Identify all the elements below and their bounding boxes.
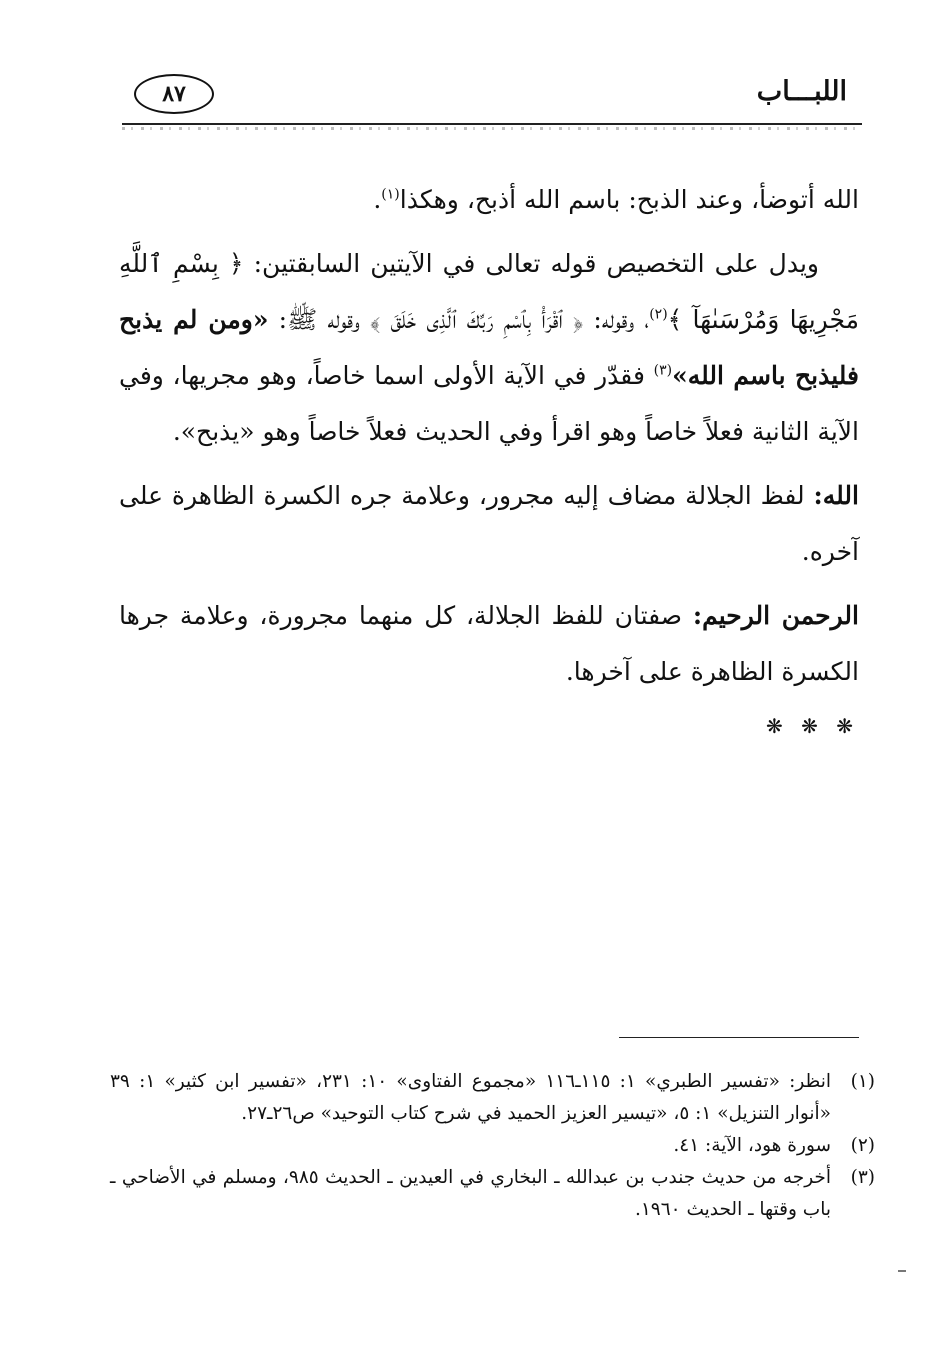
footnotes bbox=[110, 1066, 875, 1226]
footnote-2 bbox=[110, 1130, 875, 1162]
footnote-3 bbox=[110, 1162, 875, 1226]
paragraph-2-text-a: ويدل على التخصيص قوله تعالى في الآيتين السابقتين: ﴿ بِسْمِ ٱللَّهِ مَجْرِيهَا وَمُرْسَىٰهَآ ﴾ bbox=[119, 249, 859, 334]
term-allah: الله: bbox=[813, 481, 859, 510]
footnote-number: (٣) bbox=[850, 1167, 875, 1188]
paragraph-4 bbox=[119, 588, 859, 700]
paragraph-4-text: صفتان للفظ الجلالة، كل منهما مجرورة، وعلامة جرها الكسرة الظاهرة على آخرها. bbox=[119, 601, 859, 686]
footnote-text: انظر: «تفسير الطبري» ١: ١١٥ـ١١٦ «مجموع الفتاوى» ١٠: ٢٣١، «تفسير ابن كثير» ١: ٣٩ «أنوار التنزيل» ١: ٥، «تيسير العزيز الحميد في شرح كتاب التوحيد» ص٢٦ـ٢٧. bbox=[110, 1071, 831, 1124]
main-text bbox=[119, 172, 859, 746]
footnote-number: (١) bbox=[850, 1071, 875, 1092]
paragraph-3 bbox=[119, 468, 859, 580]
hadith-quote: «ومن لم يذبح فليذبح باسم الله» bbox=[119, 305, 859, 390]
paragraph-2-text-c: فقدّر في الآية الأولى اسما خاصاً، وهو مجريها، وفي الآية الثانية فعلاً خاصاً وهو اقرأ وفي الحديث فعلاً خاصاً وهو «يذبح». bbox=[119, 361, 859, 446]
footnote-1 bbox=[110, 1066, 875, 1130]
footnote-number: (٢) bbox=[850, 1135, 875, 1156]
footnote-ref-1: (١) bbox=[381, 186, 400, 203]
footnote-ref-2: (٢) bbox=[649, 306, 668, 323]
running-title: اللبـــاب bbox=[756, 76, 847, 107]
footnote-text: سورة هود، الآية: ٤١. bbox=[673, 1135, 831, 1156]
paragraph-1-end: . bbox=[373, 185, 382, 214]
footnote-text: أخرجه من حديث جندب بن عبدالله ـ البخاري في العيدين ـ الحديث ٩٨٥، ومسلم في الأضاحي ـ باب وقتها ـ الحديث ١٩٦٠. bbox=[110, 1167, 831, 1220]
paragraph-3-text: لفظ الجلالة مضاف إليه مجرور، وعلامة جره الكسرة الظاهرة على آخره. bbox=[119, 481, 859, 566]
paragraph-2-text-b: ، وقوله: ﴿ ٱقْرَأْ بِٱسْمِ رَبِّكَ ٱلَّذِى خَلَقَ ﴾ وقوله ﷺ: bbox=[278, 305, 650, 334]
paragraph-2 bbox=[119, 236, 859, 460]
scan-mark bbox=[898, 1270, 906, 1272]
page-number: ٨٧ bbox=[134, 74, 214, 114]
paragraph-1-text: الله أتوضأ، وعند الذبح: باسم الله أذبح، وهكذا bbox=[399, 185, 859, 214]
paragraph-1 bbox=[119, 172, 859, 228]
header-rule-texture bbox=[122, 127, 862, 130]
section-separator: ❋ ❋ ❋ bbox=[766, 714, 859, 738]
footnote-ref-3: (٣) bbox=[653, 362, 673, 379]
term-rahman-rahim: الرحمن الرحيم: bbox=[692, 601, 859, 630]
header-rule bbox=[122, 123, 862, 125]
footnote-rule bbox=[619, 1037, 859, 1038]
